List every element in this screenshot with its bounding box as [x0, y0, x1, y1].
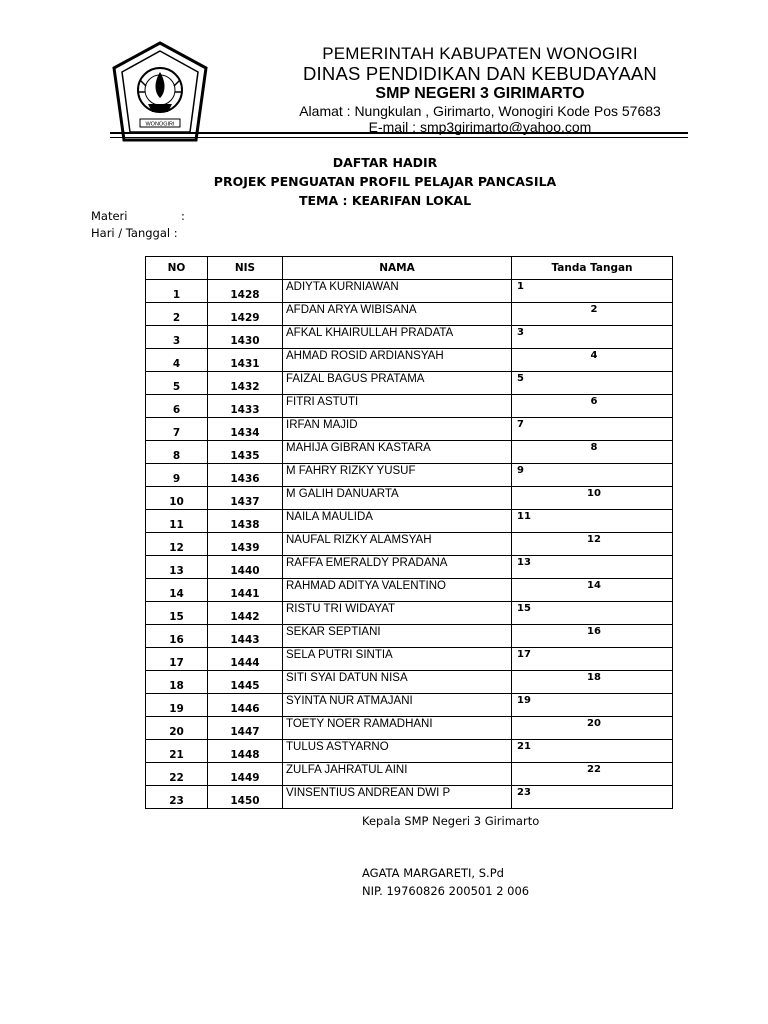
cell-signature — [512, 694, 673, 717]
cell-signature — [512, 579, 673, 602]
table-row — [146, 717, 673, 740]
cell-nama: SELA PUTRI SINTIA — [283, 648, 512, 671]
cell-nis: 1450 — [208, 786, 283, 809]
cell-nama: ZULFA JAHRATUL AINI — [283, 763, 512, 786]
document-titles — [130, 153, 640, 210]
cell-no: 3 — [146, 326, 208, 349]
cell-no: 16 — [146, 625, 208, 648]
table-row — [146, 763, 673, 786]
cell-nis: 1444 — [208, 648, 283, 671]
table-row — [146, 280, 673, 303]
table-row — [146, 786, 673, 809]
cell-signature — [512, 625, 673, 648]
table-row — [146, 625, 673, 648]
cell-nama: MAHIJA GIBRAN KASTARA — [283, 441, 512, 464]
cell-no: 22 — [146, 763, 208, 786]
cell-nis: 1433 — [208, 395, 283, 418]
cell-no: 21 — [146, 740, 208, 763]
header-nama: NAMA — [283, 257, 512, 280]
cell-signature — [512, 510, 673, 533]
cell-nama: AFKAL KHAIRULLAH PRADATA — [283, 326, 512, 349]
signature-number: 10 — [587, 488, 601, 499]
cell-nis: 1443 — [208, 625, 283, 648]
attendance-table — [145, 256, 673, 809]
letterhead — [230, 44, 730, 135]
title-attendance: DAFTAR HADIR — [332, 155, 438, 170]
table-row — [146, 533, 673, 556]
cell-no: 6 — [146, 395, 208, 418]
signature-number: 12 — [587, 534, 601, 545]
cell-signature — [512, 464, 673, 487]
signature-nip: NIP. 19760826 200501 2 006 — [362, 884, 530, 898]
table-row — [146, 648, 673, 671]
table-row — [146, 303, 673, 326]
cell-no: 12 — [146, 533, 208, 556]
signature-number: 9 — [517, 465, 524, 476]
cell-signature — [512, 786, 673, 809]
cell-no: 2 — [146, 303, 208, 326]
signature-number: 6 — [590, 396, 598, 407]
cell-signature — [512, 395, 673, 418]
signature-number: 2 — [590, 304, 598, 315]
cell-nis: 1441 — [208, 579, 283, 602]
cell-nama: M GALIH DANUARTA — [283, 487, 512, 510]
cell-nis: 1438 — [208, 510, 283, 533]
cell-no: 9 — [146, 464, 208, 487]
signature-number: 20 — [587, 718, 601, 729]
meta-hari-tanggal — [91, 225, 185, 242]
table-row — [146, 671, 673, 694]
table-row — [146, 326, 673, 349]
table-row — [146, 740, 673, 763]
table-row — [146, 556, 673, 579]
cell-signature — [512, 740, 673, 763]
cell-no: 11 — [146, 510, 208, 533]
signature-number: 11 — [517, 511, 531, 522]
cell-no: 19 — [146, 694, 208, 717]
cell-signature — [512, 326, 673, 349]
table-row — [146, 487, 673, 510]
cell-no: 10 — [146, 487, 208, 510]
cell-signature — [512, 487, 673, 510]
materi-colon: : — [181, 209, 185, 223]
cell-nama: NAILA MAULIDA — [283, 510, 512, 533]
signature-number: 4 — [590, 350, 598, 361]
table-row — [146, 372, 673, 395]
cell-nama: AFDAN ARYA WIBISANA — [283, 303, 512, 326]
cell-signature — [512, 303, 673, 326]
cell-no: 18 — [146, 671, 208, 694]
cell-no: 15 — [146, 602, 208, 625]
signature-number: 1 — [517, 281, 524, 292]
cell-nama: FAIZAL BAGUS PRATAMA — [283, 372, 512, 395]
cell-nama: RAFFA EMERALDY PRADANA — [283, 556, 512, 579]
cell-nama: ADIYTA KURNIAWAN — [283, 280, 512, 303]
cell-nis: 1434 — [208, 418, 283, 441]
cell-no: 14 — [146, 579, 208, 602]
table-row — [146, 349, 673, 372]
cell-no: 23 — [146, 786, 208, 809]
signature-number: 23 — [517, 787, 531, 798]
signature-number: 19 — [517, 695, 531, 706]
cell-nis: 1435 — [208, 441, 283, 464]
cell-nama: RISTU TRI WIDAYAT — [283, 602, 512, 625]
signature-number: 21 — [517, 741, 531, 752]
title-project: PROJEK PENGUATAN PROFIL PELAJAR PANCASILA — [213, 174, 557, 189]
cell-signature — [512, 717, 673, 740]
cell-nis: 1432 — [208, 372, 283, 395]
table-row — [146, 418, 673, 441]
signature-number: 5 — [517, 373, 524, 384]
cell-signature — [512, 671, 673, 694]
cell-nis: 1447 — [208, 717, 283, 740]
cell-signature — [512, 418, 673, 441]
signature-number: 17 — [517, 649, 531, 660]
cell-nama: RAHMAD ADITYA VALENTINO — [283, 579, 512, 602]
letterhead-rule-thin — [110, 137, 688, 138]
signature-number: 13 — [517, 557, 531, 568]
signature-number: 22 — [587, 764, 601, 775]
meta-materi — [91, 208, 185, 225]
cell-no: 17 — [146, 648, 208, 671]
letterhead-address: Alamat : Nungkulan , Girimarto, Wonogiri Kode Pos 57683 — [299, 103, 661, 119]
cell-nama: TULUS ASTYARNO — [283, 740, 512, 763]
cell-nis: 1430 — [208, 326, 283, 349]
cell-signature — [512, 441, 673, 464]
title-theme: TEMA : KEARIFAN LOKAL — [298, 193, 472, 208]
letterhead-government: PEMERINTAH KABUPATEN WONOGIRI — [322, 44, 638, 63]
cell-no: 4 — [146, 349, 208, 372]
cell-nis: 1440 — [208, 556, 283, 579]
cell-nis: 1439 — [208, 533, 283, 556]
table-header-row — [146, 257, 673, 280]
letterhead-rule-thick — [110, 132, 688, 134]
cell-nama: IRFAN MAJID — [283, 418, 512, 441]
table-row — [146, 395, 673, 418]
cell-nis: 1429 — [208, 303, 283, 326]
school-crest-logo — [110, 40, 210, 145]
cell-nis: 1428 — [208, 280, 283, 303]
cell-signature — [512, 533, 673, 556]
cell-nis: 1437 — [208, 487, 283, 510]
cell-nis: 1449 — [208, 763, 283, 786]
signature-number: 3 — [517, 327, 524, 338]
table-row — [146, 464, 673, 487]
table-row — [146, 579, 673, 602]
materi-label: Materi — [91, 209, 128, 223]
cell-nis: 1445 — [208, 671, 283, 694]
cell-no: 1 — [146, 280, 208, 303]
signature-name: AGATA MARGARETI, S.Pd — [362, 866, 504, 880]
cell-nama: M FAHRY RIZKY YUSUF — [283, 464, 512, 487]
cell-signature — [512, 280, 673, 303]
letterhead-agency: DINAS PENDIDIKAN DAN KEBUDAYAAN — [302, 63, 657, 84]
cell-nis: 1442 — [208, 602, 283, 625]
cell-no: 7 — [146, 418, 208, 441]
cell-no: 5 — [146, 372, 208, 395]
signature-number: 16 — [587, 626, 601, 637]
cell-nis: 1431 — [208, 349, 283, 372]
meta-fields — [91, 208, 185, 242]
cell-no: 20 — [146, 717, 208, 740]
cell-signature — [512, 602, 673, 625]
cell-nama: SYINTA NUR ATMAJANI — [283, 694, 512, 717]
cell-nama: TOETY NOER RAMADHANI — [283, 717, 512, 740]
cell-nis: 1436 — [208, 464, 283, 487]
cell-signature — [512, 556, 673, 579]
table-row — [146, 510, 673, 533]
cell-signature — [512, 372, 673, 395]
header-nis: NIS — [208, 257, 283, 280]
table-row — [146, 694, 673, 717]
cell-nama: SEKAR SEPTIANI — [283, 625, 512, 648]
signature-number: 15 — [517, 603, 531, 614]
cell-no: 8 — [146, 441, 208, 464]
cell-nama: AHMAD ROSID ARDIANSYAH — [283, 349, 512, 372]
svg-text:WONOGIRI: WONOGIRI — [145, 121, 175, 128]
signature-heading: Kepala SMP Negeri 3 Girimarto — [362, 814, 540, 828]
cell-nama: VINSENTIUS ANDREAN DWI P — [283, 786, 512, 809]
cell-signature — [512, 763, 673, 786]
cell-signature — [512, 349, 673, 372]
table-row — [146, 441, 673, 464]
letterhead-email: E-mail : smp3girimarto@yahoo.com — [368, 119, 592, 135]
signature-number: 18 — [587, 672, 601, 683]
signature-number: 14 — [587, 580, 601, 591]
table-row — [146, 602, 673, 625]
cell-nama: FITRI ASTUTI — [283, 395, 512, 418]
cell-signature — [512, 648, 673, 671]
cell-nama: NAUFAL RIZKY ALAMSYAH — [283, 533, 512, 556]
hari-tanggal-label: Hari / Tanggal : — [91, 226, 178, 240]
signature-number: 8 — [590, 442, 598, 453]
cell-nis: 1446 — [208, 694, 283, 717]
letterhead-school: SMP NEGERI 3 GIRIMARTO — [375, 85, 585, 102]
signature-number: 7 — [517, 419, 524, 430]
header-tanda-tangan: Tanda Tangan — [512, 257, 673, 280]
cell-nama: SITI SYAI DATUN NISA — [283, 671, 512, 694]
header-no: NO — [146, 257, 208, 280]
cell-nis: 1448 — [208, 740, 283, 763]
cell-no: 13 — [146, 556, 208, 579]
